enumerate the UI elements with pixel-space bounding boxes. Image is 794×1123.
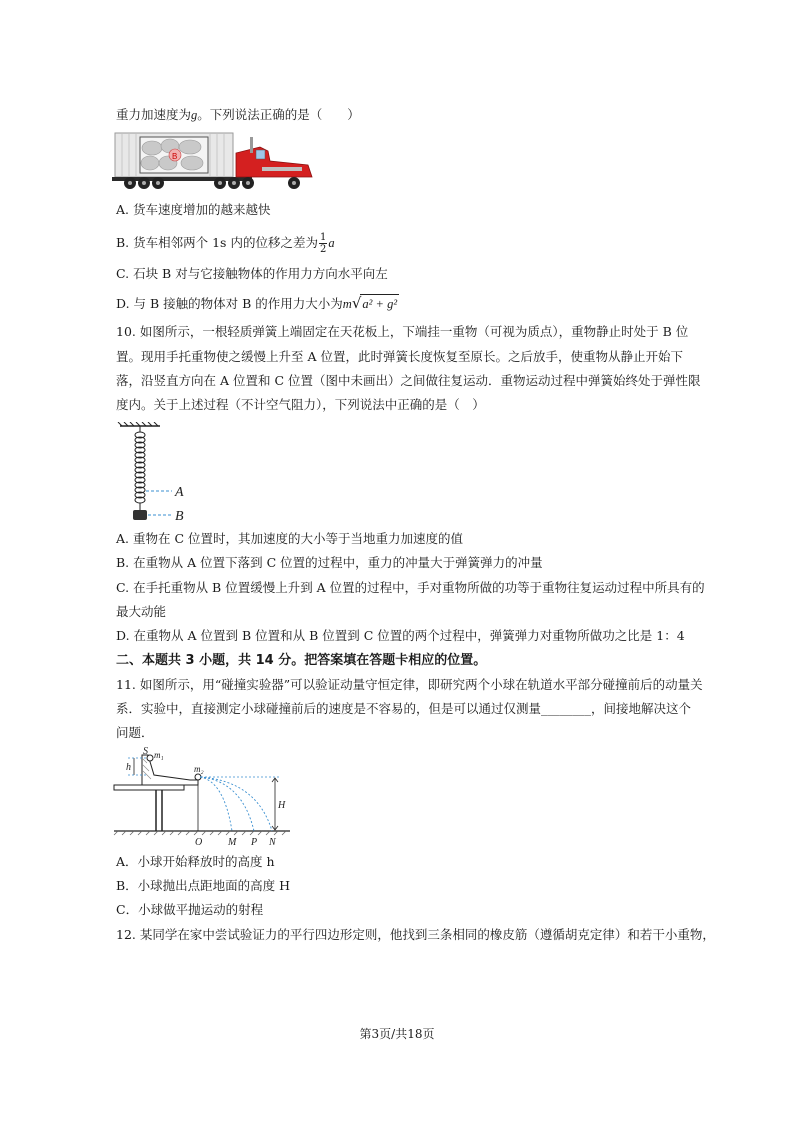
fig-label-O: O bbox=[195, 837, 203, 848]
q9-stem bbox=[116, 106, 360, 124]
q10-stem-line4: 度内。关于上述过程（不计空气阻力），下列说法中正确的是（ ） bbox=[116, 397, 485, 412]
q9-stem-text2: 。下列说法正确的是（ ） bbox=[197, 107, 360, 122]
label-A: A bbox=[175, 485, 184, 500]
truck-label-B: B bbox=[172, 152, 178, 161]
q9-option-b-text: B. 货车相邻两个 1s 内的位移之差为 bbox=[116, 235, 318, 250]
fig-label-H: H bbox=[278, 800, 286, 811]
q11-stem-line1: 11. 如图所示，用“碰撞实验器”可以验证动量守恒定律，即研究两个小球在轨道水平部分碰撞前后的动量关 bbox=[116, 677, 703, 692]
q9-stem-g: g bbox=[191, 108, 198, 122]
collision-figure bbox=[112, 745, 292, 849]
q11-option-a: A．小球开始释放时的高度 h bbox=[116, 854, 275, 869]
q12-stem-line1: 12. 某同学在家中尝试验证力的平行四边形定则，他找到三条相同的橡皮筋（遵循胡克定律）和若干小重物， bbox=[116, 927, 715, 942]
q10-option-a: A. 重物在 C 位置时，其加速度的大小等于当地重力加速度的值 bbox=[116, 531, 463, 546]
fig-label-m2: m₂ bbox=[194, 764, 204, 774]
fig-label-M: M bbox=[228, 837, 237, 848]
sqrt-icon: √ bbox=[351, 294, 362, 312]
q10-option-c-line1: C. 在手托重物从 B 位置缓慢上升到 A 位置的过程中，手对重物所做的功等于重物往复运动过程中所具有的 bbox=[116, 580, 705, 595]
q11-option-c: C．小球做平抛运动的射程 bbox=[116, 902, 264, 917]
q10-stem-line2: 置。现用手托重物使之缓慢上升至 A 位置，此时弹簧长度恢复至原长。之后放手，使重物从静止开始下 bbox=[116, 349, 683, 364]
q11-stem-line3: 问题． bbox=[116, 725, 154, 740]
fraction-half bbox=[319, 232, 327, 255]
q10-option-d: D. 在重物从 A 位置到 B 位置和从 B 位置到 C 位置的两个过程中，弹簧弹力对重物所做功之比是 1：4 bbox=[116, 628, 685, 643]
q11-stem-line2: 系．实验中，直接测定小球碰撞前后的速度是不容易的，但是可以通过仅测量________，间接地解决这个 bbox=[116, 701, 692, 716]
fig-label-S: S bbox=[143, 746, 148, 757]
q9-stem-text: 重力加速度为 bbox=[116, 107, 192, 122]
q9-option-d bbox=[116, 294, 399, 313]
q10-option-c-line2: 最大动能 bbox=[116, 604, 167, 619]
q9-option-b bbox=[116, 232, 335, 255]
frac-den: 2 bbox=[319, 244, 327, 255]
truck-figure bbox=[112, 131, 317, 193]
q10-stem-line3: 落，沿竖直方向在 A 位置和 C 位置（图中未画出）之间做往复运动．重物运动过程中弹簧始终处于弹性限 bbox=[116, 373, 701, 388]
fig-label-N: N bbox=[269, 837, 276, 848]
frac-num: 1 bbox=[319, 232, 327, 243]
fig-label-m1: m₁ bbox=[154, 750, 164, 760]
q9-option-b-var: a bbox=[328, 236, 335, 250]
q9-option-c: C. 石块 B 对与它接触物体的作用力方向水平向左 bbox=[116, 266, 388, 281]
q11-option-b: B．小球抛出点距地面的高度 H bbox=[116, 878, 291, 893]
fig-label-P: P bbox=[251, 837, 258, 848]
q9-option-d-m: m bbox=[342, 297, 352, 311]
page-footer: 第3页/共18页 bbox=[359, 1027, 435, 1041]
section-heading: 二、本题共 3 小题，共 14 分。把答案填在答题卡相应的位置。 bbox=[116, 653, 487, 668]
q10-option-b: B. 在重物从 A 位置下落到 C 位置的过程中，重力的冲量大于弹簧弹力的冲量 bbox=[116, 555, 543, 570]
q9-option-d-expr: a² + g² bbox=[360, 294, 399, 313]
label-B: B bbox=[175, 509, 184, 524]
q10-stem-line1: 10. 如图所示，一根轻质弹簧上端固定在天花板上，下端挂一重物（可视为质点），重物静止时处于 B 位 bbox=[116, 324, 689, 339]
spring-figure bbox=[116, 422, 196, 526]
q9-option-d-text: D. 与 B 接触的物体对 B 的作用力大小为 bbox=[116, 296, 343, 311]
fig-label-h: h bbox=[126, 762, 131, 773]
q9-option-a: A. 货车速度增加的越来越快 bbox=[116, 202, 271, 217]
